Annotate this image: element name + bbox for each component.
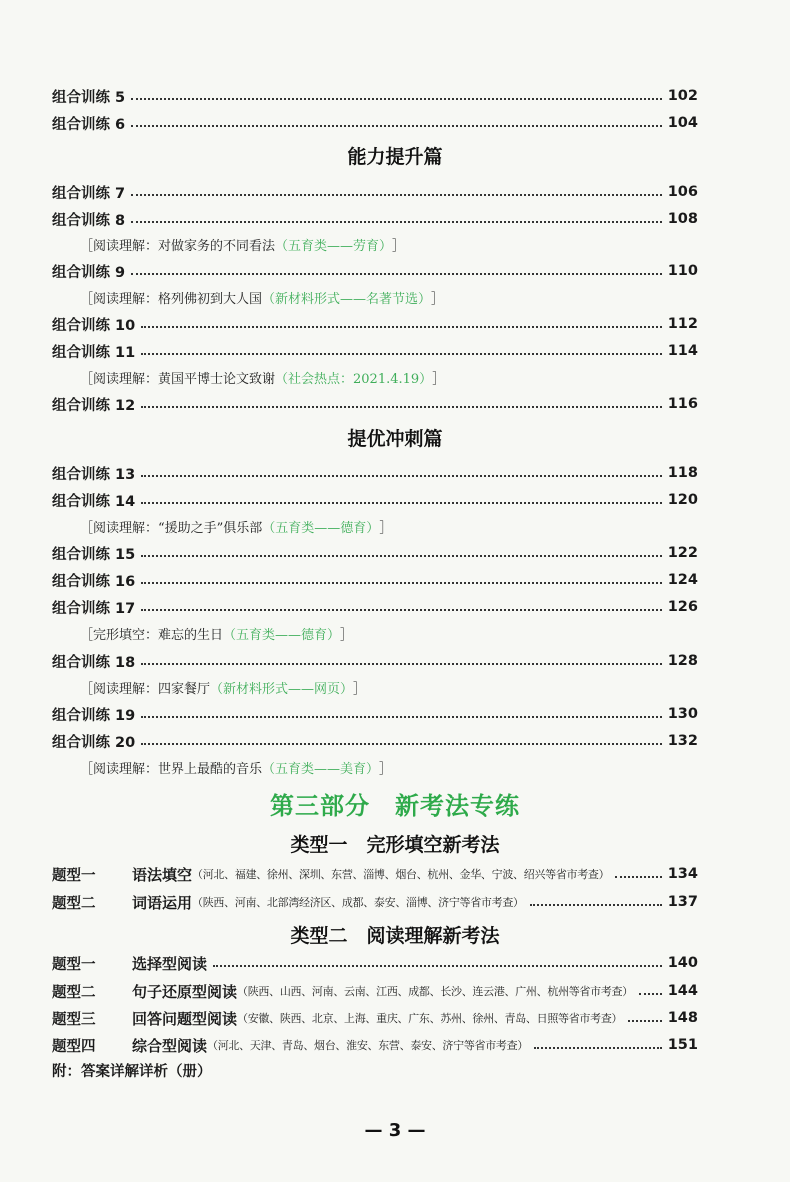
entry-page: 116 — [667, 396, 698, 412]
toc-entry[interactable] — [52, 594, 698, 620]
toc-entry[interactable] — [52, 648, 698, 674]
sub-entry-end: ］ — [392, 238, 406, 254]
entry-page: 124 — [667, 572, 698, 588]
question-type-name: 选择型阅读 — [132, 954, 208, 973]
question-type-label: 题型一 — [52, 867, 96, 884]
toc-entry[interactable] — [52, 701, 698, 727]
leader-dots — [141, 582, 661, 584]
sub-entry-tag: （五育类——德育） — [223, 627, 341, 643]
toc-entry[interactable] — [52, 889, 698, 915]
leader-dots — [615, 876, 661, 878]
leader-dots — [141, 502, 661, 504]
leader-dots — [141, 743, 661, 745]
entry-page: 130 — [667, 706, 698, 722]
entry-page: 134 — [667, 866, 698, 882]
entry-label: 组合训练 11 — [52, 344, 136, 361]
question-type-note: （河北、福建、徐州、深圳、东营、淄博、烟台、杭州、金华、宁波、绍兴等省市考查） — [192, 868, 610, 881]
entry-label: 组合训练 19 — [52, 707, 136, 724]
leader-dots — [131, 194, 662, 196]
entry-page: 122 — [667, 545, 698, 561]
question-type-note: （陕西、山西、河南、云南、江西、成都、长沙、连云港、广州、杭州等省市考查） — [237, 985, 633, 998]
entry-page: 140 — [667, 955, 698, 971]
entry-label: 组合训练 9 — [52, 264, 126, 281]
sub-entry-text: ［阅读理解：黄国平博士论文致谢 — [80, 371, 276, 387]
entry-label: 组合训练 16 — [52, 573, 136, 590]
entry-page: 151 — [667, 1037, 698, 1053]
entry-label: 组合训练 6 — [52, 116, 126, 133]
toc-entry[interactable] — [52, 83, 698, 109]
toc-entry[interactable] — [52, 861, 698, 887]
sub-entry — [80, 621, 353, 645]
sub-entry-end: ］ — [340, 627, 354, 643]
entry-page: 144 — [667, 983, 698, 999]
question-type-name: 综合型阅读 — [132, 1036, 208, 1055]
leader-dots — [141, 326, 661, 328]
entry-label: 组合训练 17 — [52, 600, 136, 617]
entry-label: 组合训练 10 — [52, 317, 136, 334]
sub-entry-text: ［阅读理解：“援助之手”俱乐部 — [80, 520, 263, 536]
sub-entry-tag: （五育类——美育） — [262, 761, 380, 777]
type-heading: 类型一 完形填空新考法 — [290, 834, 500, 856]
section-heading: 提优冲刺篇 — [347, 428, 443, 450]
entry-page: 106 — [667, 184, 698, 200]
toc-entry[interactable] — [52, 487, 698, 513]
entry-page: 118 — [667, 465, 698, 481]
part-heading: 第三部分 新考法专练 — [270, 792, 520, 820]
question-type-note: （陕西、河南、北部湾经济区、成都、泰安、淄博、济宁等省市考查） — [192, 896, 524, 909]
question-type-label: 题型一 — [52, 956, 96, 973]
leader-dots — [141, 475, 661, 477]
leader-dots — [131, 125, 662, 127]
leader-dots — [213, 965, 662, 967]
entry-page: 126 — [667, 599, 698, 615]
question-type-note: （河北、天津、青岛、烟台、淮安、东营、泰安、济宁等省市考查） — [207, 1039, 529, 1052]
leader-dots — [141, 609, 661, 611]
sub-entry — [80, 675, 366, 699]
sub-entry — [80, 232, 405, 256]
leader-dots — [534, 1047, 662, 1049]
question-type-label: 题型二 — [52, 895, 96, 912]
leader-dots — [639, 993, 662, 995]
toc-entry[interactable] — [52, 258, 698, 284]
sub-entry — [80, 365, 445, 389]
leader-dots — [530, 904, 662, 906]
sub-entry-text: ［阅读理解：对做家务的不同看法 — [80, 238, 276, 254]
question-type-note: （安徽、陕西、北京、上海、重庆、广东、苏州、徐州、青岛、日照等省市考查） — [237, 1012, 623, 1025]
sub-entry — [80, 285, 444, 309]
toc-entry[interactable] — [52, 460, 698, 486]
leader-dots — [141, 555, 661, 557]
leader-dots — [131, 273, 662, 275]
entry-label: 组合训练 12 — [52, 397, 136, 414]
question-type-name: 词语运用 — [132, 893, 193, 912]
sub-entry-end: ］ — [431, 291, 445, 307]
entry-page: 137 — [667, 894, 698, 910]
leader-dots — [131, 221, 662, 223]
sub-entry-text: ［阅读理解：四家餐厅 — [80, 681, 211, 697]
appendix-note: 附：答案详解详析（册） — [52, 1064, 212, 1080]
leader-dots — [141, 663, 661, 665]
toc-entry[interactable] — [52, 110, 698, 136]
page-number: — 3 — — [364, 1120, 426, 1141]
entry-page: 120 — [667, 492, 698, 508]
sub-entry-tag: （五育类——德育） — [262, 520, 380, 536]
entry-label: 组合训练 14 — [52, 493, 136, 510]
sub-entry-end: ］ — [432, 371, 446, 387]
toc-entry[interactable] — [52, 179, 698, 205]
sub-entry-text: ［阅读理解：世界上最酷的音乐 — [80, 761, 263, 777]
entry-label: 组合训练 8 — [52, 212, 126, 229]
toc-entry[interactable] — [52, 978, 698, 1004]
toc-entry[interactable] — [52, 311, 698, 337]
sub-entry — [80, 514, 392, 538]
entry-label: 组合训练 18 — [52, 654, 136, 671]
sub-entry-text: ［阅读理解：格列佛初到大人国 — [80, 291, 263, 307]
leader-dots — [141, 716, 661, 718]
leader-dots — [141, 406, 661, 408]
toc-entry[interactable] — [52, 567, 698, 593]
sub-entry-tag: （新材料形式——网页） — [210, 681, 354, 697]
question-type-label: 题型四 — [52, 1038, 96, 1055]
entry-page: 132 — [667, 733, 698, 749]
question-type-name: 回答问题型阅读 — [132, 1009, 238, 1028]
question-type-name: 句子还原型阅读 — [132, 982, 238, 1001]
sub-entry-tag: （新材料形式——名著节选） — [262, 291, 432, 307]
toc-entry[interactable] — [52, 950, 698, 976]
toc-entry[interactable] — [52, 391, 698, 417]
sub-entry-tag: （社会热点：2021.4.19） — [275, 371, 433, 387]
question-type-name: 语法填空 — [132, 865, 193, 884]
entry-label: 组合训练 5 — [52, 89, 126, 106]
leader-dots — [628, 1020, 662, 1022]
entry-page: 128 — [667, 653, 698, 669]
entry-page: 148 — [667, 1010, 698, 1026]
entry-page: 102 — [667, 88, 698, 104]
sub-entry — [80, 755, 392, 779]
leader-dots — [141, 353, 661, 355]
leader-dots — [131, 98, 662, 100]
entry-label: 组合训练 13 — [52, 466, 136, 483]
question-type-label: 题型三 — [52, 1011, 96, 1028]
sub-entry-end: ］ — [353, 681, 367, 697]
entry-page: 114 — [667, 343, 698, 359]
toc-entry[interactable] — [52, 1005, 698, 1031]
entry-label: 组合训练 15 — [52, 546, 136, 563]
toc-entry[interactable] — [52, 206, 698, 232]
toc-entry[interactable] — [52, 1032, 698, 1058]
section-heading: 能力提升篇 — [347, 146, 443, 168]
sub-entry-tag: （五育类——劳育） — [275, 238, 393, 254]
entry-page: 108 — [667, 211, 698, 227]
entry-page: 110 — [667, 263, 698, 279]
sub-entry-end: ］ — [379, 520, 393, 536]
toc-entry[interactable] — [52, 728, 698, 754]
sub-entry-text: ［完形填空：难忘的生日 — [80, 627, 224, 643]
type-heading: 类型二 阅读理解新考法 — [290, 925, 500, 947]
question-type-label: 题型二 — [52, 984, 96, 1001]
toc-entry[interactable] — [52, 338, 698, 364]
entry-page: 104 — [667, 115, 698, 131]
entry-label: 组合训练 20 — [52, 734, 136, 751]
sub-entry-end: ］ — [379, 761, 393, 777]
entry-page: 112 — [667, 316, 698, 332]
toc-entry[interactable] — [52, 540, 698, 566]
entry-label: 组合训练 7 — [52, 185, 126, 202]
